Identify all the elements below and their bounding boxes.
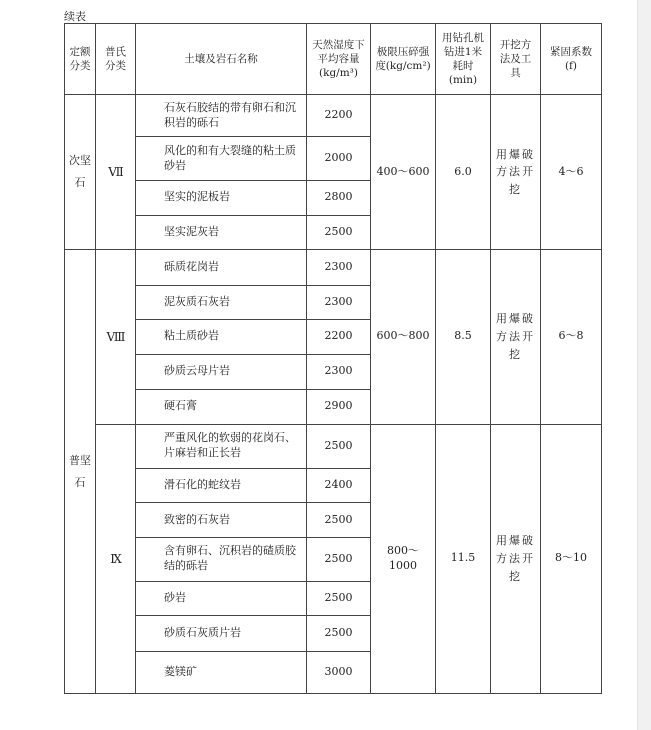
header-category: 定额分类 <box>65 24 96 95</box>
rock-name-cell: 风化的和有大裂缝的粘土质砂岩 <box>136 137 307 181</box>
header-strength: 极限压碎强度(kg/cm²) <box>371 24 436 95</box>
table-row <box>65 424 602 468</box>
density-cell: 2300 <box>307 285 371 319</box>
header-coefficient: 紧固系数(f) <box>541 24 602 95</box>
table-caption: 续表 <box>64 10 86 23</box>
density-cell: 3000 <box>307 651 371 693</box>
table-row <box>65 95 602 137</box>
density-cell: 2000 <box>307 137 371 181</box>
rock-name-cell: 菱镁矿 <box>136 651 307 693</box>
category-cell: 次坚石 <box>65 95 96 250</box>
header-method: 开挖方法及工具 <box>491 24 541 95</box>
density-cell: 2500 <box>307 503 371 537</box>
density-cell: 2300 <box>307 250 371 286</box>
rock-name-cell: 致密的石灰岩 <box>136 503 307 537</box>
rock-name-cell: 砂岩 <box>136 581 307 615</box>
rock-name-cell: 砂质石灰质片岩 <box>136 616 307 652</box>
density-cell: 2500 <box>307 616 371 652</box>
method-cell: 用爆破方法开挖 <box>491 424 541 693</box>
density-cell: 2400 <box>307 468 371 502</box>
table-row <box>65 250 602 286</box>
header-drill-time: 用钻孔机钻进1米耗时(min) <box>436 24 491 95</box>
rock-name-cell: 坚实的泥板岩 <box>136 181 307 215</box>
strength-cell: 400～600 <box>371 95 436 250</box>
drill-time-cell: 8.5 <box>436 250 491 425</box>
general-class-cell: Ⅷ <box>96 250 136 425</box>
rock-name-cell: 严重风化的软弱的花岗石、片麻岩和正长岩 <box>136 424 307 468</box>
coefficient-cell: 8～10 <box>541 424 602 693</box>
density-cell: 2800 <box>307 181 371 215</box>
strength-cell: 600～800 <box>371 250 436 425</box>
rock-name-cell: 坚实泥灰岩 <box>136 215 307 249</box>
rock-name-cell: 粘土质砂岩 <box>136 320 307 354</box>
rock-classification-table <box>64 23 602 694</box>
method-cell: 用爆破方法开挖 <box>491 250 541 425</box>
density-cell: 2200 <box>307 320 371 354</box>
header-general-class: 普氏分类 <box>96 24 136 95</box>
density-cell: 2300 <box>307 354 371 390</box>
rock-name-cell: 泥灰质石灰岩 <box>136 285 307 319</box>
rock-name-cell: 硬石膏 <box>136 390 307 424</box>
density-cell: 2500 <box>307 215 371 249</box>
header-name: 土壤及岩石名称 <box>136 24 307 95</box>
strength-cell: 800～1000 <box>371 424 436 693</box>
drill-time-cell: 11.5 <box>436 424 491 693</box>
header-row <box>65 24 602 95</box>
general-class-cell: Ⅸ <box>96 424 136 693</box>
method-cell: 用爆破方法开挖 <box>491 95 541 250</box>
general-class-cell: Ⅶ <box>96 95 136 250</box>
density-cell: 2900 <box>307 390 371 424</box>
drill-time-cell: 6.0 <box>436 95 491 250</box>
rock-name-cell: 滑石化的蛇纹岩 <box>136 468 307 502</box>
density-cell: 2500 <box>307 537 371 581</box>
rock-name-cell: 石灰石胶结的带有卵石和沉积岩的砾石 <box>136 95 307 137</box>
coefficient-cell: 4～6 <box>541 95 602 250</box>
density-cell: 2200 <box>307 95 371 137</box>
scrollbar[interactable] <box>637 0 651 730</box>
coefficient-cell: 6～8 <box>541 250 602 425</box>
header-density: 天然湿度下平均容量(kg/m³) <box>307 24 371 95</box>
rock-name-cell: 砂质云母片岩 <box>136 354 307 390</box>
rock-name-cell: 含有卵石、沉积岩的碴质胶结的砾岩 <box>136 537 307 581</box>
table-body <box>65 95 602 694</box>
rock-name-cell: 砾质花岗岩 <box>136 250 307 286</box>
density-cell: 2500 <box>307 581 371 615</box>
density-cell: 2500 <box>307 424 371 468</box>
category-cell: 普坚石 <box>65 250 96 694</box>
